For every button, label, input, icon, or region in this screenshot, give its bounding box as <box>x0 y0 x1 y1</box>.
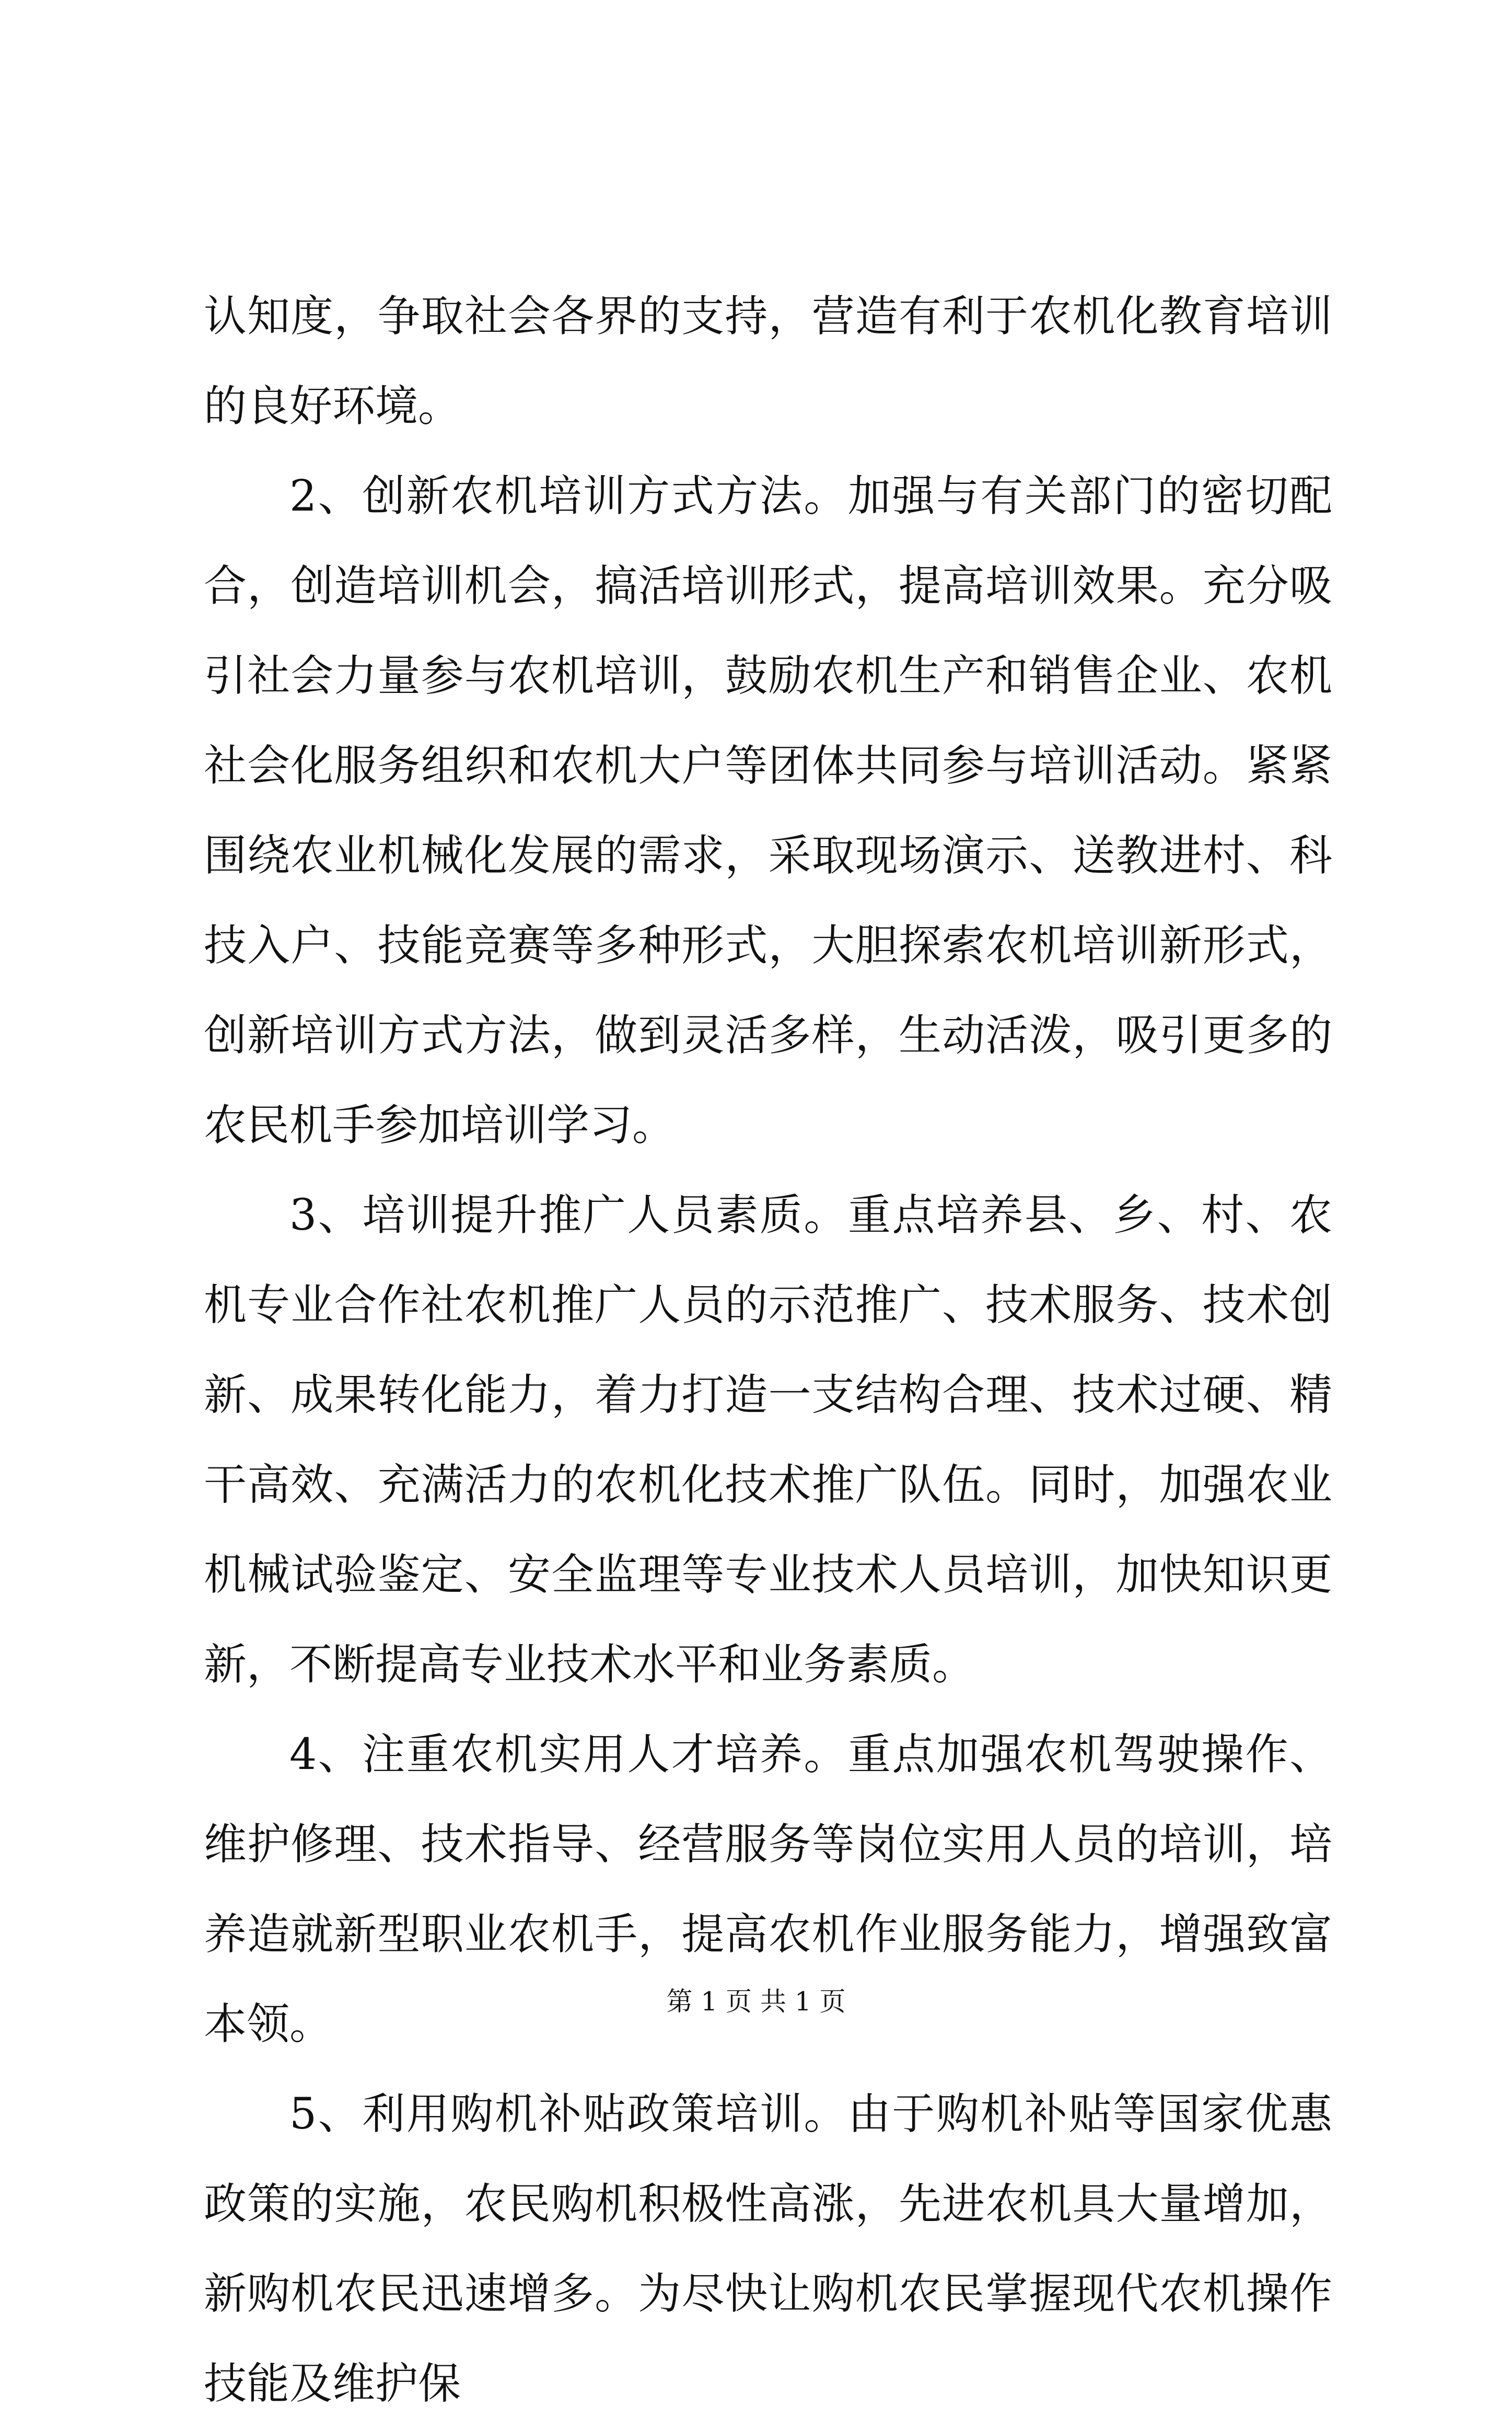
paragraph-item-3: 3、培训提升推广人员素质。重点培养县、乡、村、农机专业合作社农机推广人员的示范推广、技术服务、技术创新、成果转化能力，着力打造一支结构合理、技术过硬、精干高效、充满活力的农机化技术推广队伍。同时，加强农业机械试验鉴定、安全监理等专业技术人员培训，加快知识更新，不断提高专业技术水平和业务素质。 <box>204 1190 1332 1690</box>
paragraph-continuation: 认知度，争取社会各界的支持，营造有利于农机化教育培训的良好环境。 <box>204 292 1332 431</box>
paragraph-item-4: 4、注重农机实用人才培养。重点加强农机驾驶操作、维护修理、技术指导、经营服务等岗位实用人员的培训，培养造就新型职业农机手，提高农机作业服务能力，增强致富本领。 <box>204 1730 1332 2049</box>
document-body <box>204 272 1332 2429</box>
paragraph-item-5: 5、利用购机补贴政策培训。由于购机补贴等国家优惠政策的实施，农民购机积极性高涨，先进农机具大量增加，新购机农民迅速增多。为尽快让购机农民掌握现代农机操作技能及维护保 <box>204 2089 1332 2409</box>
paragraph-item-2: 2、创新农机培训方式方法。加强与有关部门的密切配合，创造培训机会，搞活培训形式，提高培训效果。充分吸引社会力量参与农机培训，鼓励农机生产和销售企业、农机社会化服务组织和农机大户等团体共同参与培训活动。紧紧围绕农业机械化发展的需求，采取现场演示、送教进村、科技入户、技能竞赛等多种形式，大胆探索农机培训新形式，创新培训方式方法，做到灵活多样，生动活泼，吸引更多的农民机手参加培训学习。 <box>204 471 1332 1150</box>
page-footer: 第 1 页 共 1 页 <box>666 1986 846 2017</box>
